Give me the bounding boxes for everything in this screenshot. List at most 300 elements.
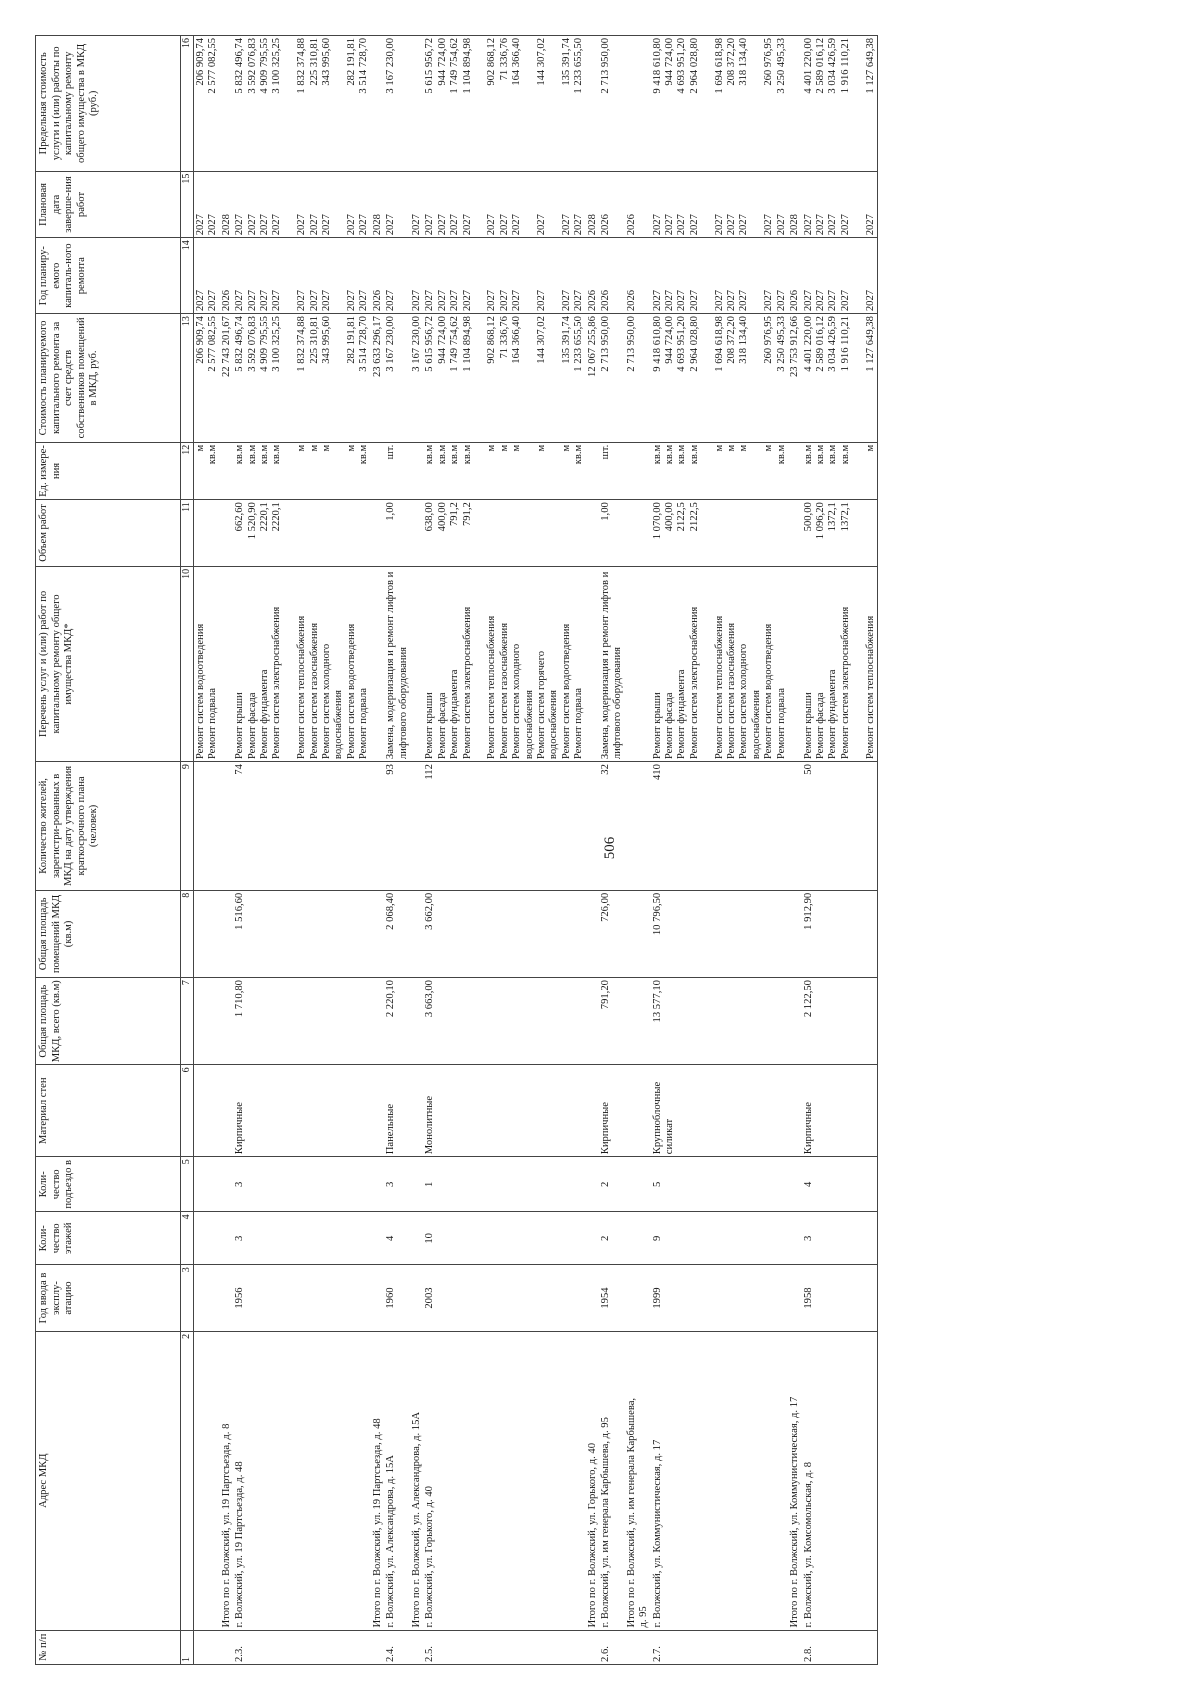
column-number: 3 [181, 1265, 194, 1332]
planned-year [220, 238, 233, 314]
floors [586, 1212, 599, 1265]
cell-line: 4 693 951,20 [676, 316, 688, 372]
cell-text: 1 516,60 [234, 892, 246, 930]
cell-line: 2027 [195, 214, 206, 236]
cell-line: Ремонт подвала [573, 688, 585, 760]
entrances [788, 1157, 801, 1212]
cell-line: 2026 [220, 289, 232, 312]
residents [625, 762, 651, 891]
cell-line: 2122,5 [676, 502, 688, 532]
cell-line [284, 38, 296, 169]
residents [586, 762, 599, 891]
column-header: Год планиру-емого капиталь-ного ремонта [36, 238, 181, 314]
cell-text: 32 [600, 764, 611, 775]
cell-text: Кирпичные [802, 1102, 814, 1155]
address [802, 1331, 878, 1630]
cell-line: Ремонт подвала [207, 688, 219, 760]
cell-line: 2027 [296, 214, 308, 236]
repair-cost [625, 314, 651, 443]
unit [599, 442, 625, 499]
cell-line: 2027 [651, 214, 663, 236]
column-number: 8 [181, 890, 194, 977]
cell-text: 2.4. [385, 1646, 397, 1662]
cell-text: 2 220,10 [385, 980, 397, 1018]
column-header: Коли-чество этажей [36, 1212, 181, 1265]
cell-line: 2027 [775, 289, 787, 312]
cell-line [536, 502, 548, 564]
cell-line: м [296, 444, 308, 452]
cell-line [852, 445, 864, 497]
cell-line: кв.м [651, 444, 663, 465]
cell-text: Панельные [385, 1103, 397, 1155]
residents [384, 762, 410, 891]
cell-text: 3 [234, 1181, 246, 1187]
cell-line: 2028 [220, 214, 232, 236]
cell-text: Кирпичные [234, 1102, 246, 1155]
address [599, 1331, 625, 1630]
row-number [802, 1630, 878, 1664]
cell-line: Итого по г. Волжский, ул. им генерала Карбышева, [625, 1397, 637, 1628]
cell-text: 13 577,10 [651, 980, 663, 1023]
cell-line: Итого по г. Волжский, ул. 19 Партсъезда, д. 8 [220, 1423, 232, 1628]
cell-line: Ремонт крыши [234, 692, 246, 760]
unit [233, 442, 370, 499]
cell-line: 135 391,74 [560, 38, 572, 86]
cell-line [548, 240, 560, 311]
cell-text: Крупноблочные силикат [651, 1081, 676, 1155]
cell-line: 944 724,00 [664, 316, 676, 364]
cell-line [524, 316, 536, 440]
cell-line [321, 502, 333, 564]
cell-line: 2220,1 [271, 502, 283, 532]
cell-line: кв.м [827, 444, 839, 465]
cell-line: м [308, 444, 320, 452]
completion-date [586, 171, 599, 238]
column-number: 5 [181, 1157, 194, 1212]
cell-line [474, 502, 486, 564]
cell-line: 2027 [246, 289, 258, 312]
address [788, 1331, 801, 1630]
cell-line: 4 909 795,55 [259, 316, 271, 372]
cell-line [852, 502, 864, 564]
cell-text: 3 662,00 [424, 892, 436, 930]
cell-line: Ремонт систем водоотведения [195, 623, 206, 760]
planned-year [371, 238, 384, 314]
residents [194, 762, 220, 891]
cell-line: 2027 [573, 289, 585, 312]
cell-text: 4 [385, 1235, 397, 1241]
cell-line: 164 366,40 [511, 316, 523, 364]
premises-area [586, 890, 599, 977]
cell-line: 1 694 618,98 [713, 316, 725, 372]
cell-line: 2 589 016,12 [814, 316, 826, 372]
completion-date [599, 171, 625, 238]
cell-line [701, 240, 713, 311]
cell-line: 1 916 110,21 [839, 38, 851, 94]
cell-line: 225 310,81 [308, 316, 320, 364]
cell-line: м [864, 444, 876, 452]
year-built [625, 1265, 651, 1332]
limit-cost [423, 36, 585, 172]
table-row [625, 36, 651, 1665]
cell-line: 944 724,00 [436, 316, 448, 364]
planned-year [384, 238, 410, 314]
premises-area [371, 890, 384, 977]
cell-line: Ремонт фасада [814, 692, 826, 760]
cell-line [346, 502, 358, 564]
entrances [802, 1157, 878, 1212]
premises-area [599, 890, 625, 977]
cell-line: 944 724,00 [664, 38, 676, 86]
column-number: 2 [181, 1331, 194, 1630]
cell-line: 2 577 082,55 [207, 38, 219, 94]
cell-text: 2.3. [234, 1646, 246, 1662]
cell-line: м [321, 444, 333, 452]
cell-line: 2026 [625, 289, 637, 312]
cell-line: 22 743 201,67 [220, 316, 232, 378]
cell-line: 1 070,00 [651, 502, 663, 540]
wall-material [423, 1065, 585, 1157]
cell-line: Ремонт систем водоотведения [560, 623, 572, 760]
cell-line [751, 174, 763, 236]
cell-line [309, 502, 321, 564]
unit [788, 442, 801, 499]
limit-cost [194, 36, 220, 172]
cell-line: кв.м [775, 444, 787, 465]
table-body [194, 36, 878, 1665]
cell-line: 144 307,02 [535, 38, 547, 86]
cell-line: 208 372,20 [726, 38, 738, 86]
cell-line: Итого по г. Волжский, ул. Коммунистическая, д. 17 [789, 1396, 801, 1628]
cell-text: 9 [651, 1235, 663, 1241]
completion-date [220, 171, 233, 238]
floors [599, 1212, 625, 1265]
total-area [802, 978, 878, 1065]
cell-line: 1 832 374,88 [296, 316, 308, 372]
cell-line: Итого по г. Волжский, ул. Александрова, д. 15А [410, 1411, 422, 1628]
cell-line: 2027 [688, 214, 700, 236]
cell-line: 400,00 [436, 502, 448, 532]
cell-line: м [560, 444, 572, 452]
planned-year [233, 238, 370, 314]
cell-text: 2.5. [424, 1646, 436, 1662]
wall-material [651, 1065, 788, 1157]
column-header: Объем работ [36, 500, 181, 567]
cell-line: 2027 [775, 214, 787, 236]
premises-area [384, 890, 410, 977]
floors [423, 1212, 585, 1265]
row-number [371, 1630, 384, 1664]
cell-text: Монолитные [424, 1095, 436, 1155]
cell-line: 2027 [234, 289, 246, 312]
cell-line: 282 191,81 [345, 38, 357, 86]
repair-cost [233, 314, 370, 443]
cell-line: 902 868,12 [486, 38, 498, 86]
cell-line: 2027 [424, 214, 436, 236]
cell-line [524, 502, 536, 564]
cell-text: 726,00 [600, 892, 611, 922]
cell-text: 4 [802, 1181, 814, 1187]
cell-line [474, 445, 486, 497]
cell-line: м [486, 444, 498, 452]
cell-line: Ремонт систем теплоснабжения [713, 615, 725, 760]
cell-line: кв.м [839, 444, 851, 465]
work-volume [423, 500, 585, 567]
cell-line: 2 589 016,12 [814, 38, 826, 94]
cell-line: 206 909,74 [195, 38, 206, 86]
cell-line: 662,60 [234, 502, 246, 532]
cell-line: 2026 [586, 289, 598, 312]
cell-line: 2027 [234, 214, 246, 236]
cell-text: 791,20 [600, 980, 611, 1010]
cell-line [333, 445, 345, 497]
cell-line: 2028 [789, 214, 801, 236]
cell-line: 2 577 082,55 [207, 316, 219, 372]
table-row [586, 36, 599, 1665]
cell-line: Ремонт систем электроснабжения [271, 606, 283, 760]
works-list [802, 566, 878, 761]
cell-line: 3 034 426,59 [827, 38, 839, 94]
completion-date [788, 171, 801, 238]
cell-line [701, 38, 713, 169]
cell-line: 2027 [195, 289, 206, 312]
cell-text: 1960 [385, 1287, 397, 1309]
cell-line [511, 502, 523, 564]
address [384, 1331, 410, 1630]
cell-line: 2027 [763, 289, 775, 312]
cell-line: 1 127 649,38 [864, 38, 876, 94]
cell-line: Ремонт систем холодного [321, 643, 333, 760]
cell-line [573, 502, 585, 564]
cell-line: Ремонт фундамента [827, 669, 839, 760]
cell-line [751, 38, 763, 169]
cell-line: кв.м [271, 444, 283, 465]
total-area [625, 978, 651, 1065]
table-row [233, 36, 370, 1665]
row-number [423, 1630, 585, 1664]
row-number [625, 1630, 651, 1664]
cell-text: 2.6. [600, 1646, 611, 1662]
entrances [220, 1157, 233, 1212]
cell-line: 260 976,95 [763, 38, 775, 86]
header-row [36, 36, 181, 1665]
table-row [384, 36, 410, 1665]
cell-line [701, 502, 713, 564]
cell-line: 2027 [271, 289, 283, 312]
entrances [586, 1157, 599, 1212]
cell-line: Ремонт систем газоснабжения [308, 622, 320, 760]
cell-line: 3 100 325,25 [271, 316, 283, 372]
completion-date [384, 171, 410, 238]
cell-line [284, 445, 296, 497]
cell-line: 2027 [664, 289, 676, 312]
cell-line: 318 134,40 [738, 316, 750, 364]
cell-line: 1 104 894,98 [461, 38, 473, 94]
cell-line [474, 316, 486, 440]
column-header: Общая площадь помещений МКД (кв.м) [36, 890, 181, 977]
cell-line: 2026 [371, 289, 383, 312]
cell-line: Ремонт систем электроснабжения [688, 606, 700, 760]
cell-text: 410 [651, 764, 663, 780]
works-list [599, 566, 625, 761]
column-number: 11 [181, 500, 194, 567]
cell-line: 2027 [814, 214, 826, 236]
limit-cost [802, 36, 878, 172]
floors [371, 1212, 384, 1265]
entrances [651, 1157, 788, 1212]
cell-line: 2122,5 [688, 502, 700, 532]
cell-line: водоснабжения [523, 689, 535, 760]
unit [220, 442, 233, 499]
cell-line: кв.м [234, 444, 246, 465]
cell-line [474, 174, 486, 236]
cell-line [561, 502, 573, 564]
cell-line: кв.м [461, 444, 473, 465]
cell-line: кв.м [664, 444, 676, 465]
cell-line: 2027 [358, 214, 370, 236]
cell-line: 2027 [259, 289, 271, 312]
cell-line [474, 240, 486, 311]
repair-cost [384, 314, 410, 443]
cell-line: 1 233 655,50 [573, 38, 585, 94]
cell-line: Ремонт систем теплоснабжения [486, 615, 498, 760]
year-built [423, 1265, 585, 1332]
cell-line: 3 100 325,25 [271, 38, 283, 94]
cell-line: 343 995,60 [321, 316, 333, 364]
cell-line: водоснабжения [750, 689, 762, 760]
cell-text: 3 663,00 [424, 980, 436, 1018]
cell-line: 2 713 950,00 [600, 316, 611, 372]
cell-line: Ремонт фундамента [449, 669, 461, 760]
year-built [599, 1265, 625, 1332]
cell-line [726, 502, 738, 564]
premises-area [233, 890, 370, 977]
cell-line: Ремонт систем холодного [738, 643, 750, 760]
cell-line: 1 832 374,88 [296, 38, 308, 94]
cell-line: кв.м [688, 444, 700, 465]
column-header: Стоимость планируемого капитального ремонта за счет средств собственников помещений в МКД, руб. [36, 314, 181, 443]
cell-line [284, 502, 296, 564]
cell-line [548, 174, 560, 236]
column-header: Материал стен [36, 1065, 181, 1157]
planned-year [586, 238, 599, 314]
cell-line: 2027 [498, 214, 510, 236]
cell-text: 1954 [600, 1287, 611, 1309]
wall-material [788, 1065, 801, 1157]
limit-cost [599, 36, 625, 172]
residents [802, 762, 878, 891]
cell-line: 343 995,60 [321, 38, 333, 86]
cell-line: м [738, 444, 750, 452]
unit [194, 442, 220, 499]
cell-line [524, 240, 536, 311]
cell-text: 1999 [651, 1287, 663, 1309]
cell-text: 2.7. [651, 1646, 663, 1662]
unit [586, 442, 599, 499]
cell-line: 2027 [424, 289, 436, 312]
cell-line [333, 502, 345, 564]
cell-line [751, 316, 763, 440]
cell-line [701, 174, 713, 236]
cell-line: 1 233 655,50 [573, 316, 585, 372]
cell-text: 2 068,40 [385, 892, 397, 930]
cell-line: 4 909 795,55 [259, 38, 271, 94]
cell-text: 1 710,80 [234, 980, 246, 1018]
cell-line: 5 832 496,74 [234, 38, 246, 94]
unit [802, 442, 878, 499]
cell-line: 2027 [738, 214, 750, 236]
limit-cost [220, 36, 233, 172]
cell-line: 4 693 951,20 [676, 38, 688, 94]
cell-line: Ремонт систем водоотведения [345, 623, 357, 760]
premises-area [220, 890, 233, 977]
cell-line: Замена, модернизация и ремонт лифтов и лифтового оборудования [385, 571, 409, 760]
address [586, 1331, 599, 1630]
completion-date [423, 171, 585, 238]
cell-line: кв.м [207, 444, 219, 465]
cell-line: 2027 [839, 289, 851, 312]
table-row [371, 36, 384, 1665]
cell-line [296, 502, 308, 564]
cell-line [865, 502, 877, 564]
cell-line [701, 316, 713, 440]
cell-line: 2027 [449, 289, 461, 312]
completion-date [651, 171, 788, 238]
cell-text: 74 [234, 764, 246, 775]
row-number [233, 1630, 370, 1664]
cell-line [358, 502, 370, 564]
cell-line [474, 38, 486, 169]
cell-line: 3 592 076,83 [246, 38, 258, 94]
total-area [233, 978, 370, 1065]
entrances [410, 1157, 423, 1212]
cell-text: 2 122,50 [802, 980, 814, 1018]
cell-line: 2027 [839, 214, 851, 236]
column-number: 1 [181, 1630, 194, 1664]
cell-line: 1,00 [600, 502, 611, 521]
cell-line: 2027 [864, 214, 876, 236]
cell-line: 2027 [560, 289, 572, 312]
cell-line [751, 445, 763, 497]
limit-cost [625, 36, 651, 172]
column-header: Ед. измере-ния [36, 442, 181, 499]
cell-line: м [195, 444, 206, 452]
wall-material [625, 1065, 651, 1157]
cell-line: м [498, 444, 510, 452]
cell-line: 2027 [449, 214, 461, 236]
column-number: 9 [181, 762, 194, 891]
wall-material [220, 1065, 233, 1157]
cell-text: 5 [651, 1181, 663, 1187]
total-area [788, 978, 801, 1065]
cell-line: 2027 [560, 214, 572, 236]
cell-line: 400,00 [664, 502, 676, 532]
repair-cost [586, 314, 599, 443]
total-area [410, 978, 423, 1065]
cell-line: 2027 [308, 214, 320, 236]
cell-line: 1372,1 [827, 502, 839, 532]
cell-line: шт. [600, 444, 611, 460]
cell-line: 2027 [726, 289, 738, 312]
cell-line [701, 445, 713, 497]
cell-line: 2027 [486, 214, 498, 236]
cell-line: кв.м [449, 444, 461, 465]
cell-line: 208 372,20 [726, 316, 738, 364]
cell-line: 225 310,81 [308, 38, 320, 86]
unit [410, 442, 423, 499]
work-volume [410, 500, 423, 567]
cell-line: 3 514 728,70 [358, 316, 370, 372]
